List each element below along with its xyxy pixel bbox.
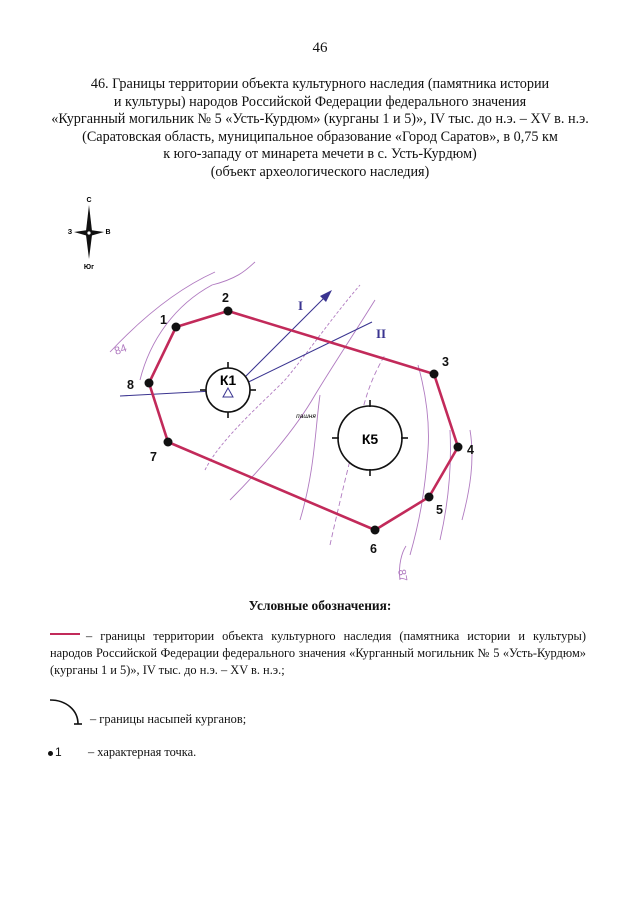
- point-label: 7: [150, 450, 157, 464]
- point-marker: [430, 370, 439, 379]
- compass-east-label: В: [105, 229, 111, 236]
- title-line: 46. Границы территории объекта культурного наследия (памятника истории: [90, 76, 550, 92]
- point-marker: [425, 493, 434, 502]
- point-label: 1: [160, 313, 167, 327]
- legend-point-text: – характерная точка.: [88, 745, 197, 759]
- title-line: и культуры) народов Российской Федерации федерального значения: [113, 93, 527, 110]
- page-number: 46: [312, 40, 328, 56]
- territory-boundary: [149, 311, 458, 530]
- title-line: к юго-западу от минарета мечети в с. Усть-Курдюм): [163, 146, 477, 163]
- point-label: 3: [442, 355, 449, 369]
- site-boundary-map: [100, 255, 540, 585]
- title-line: (Саратовская область, муниципальное образование «Город Саратов», в 0,75 км: [82, 128, 558, 145]
- kurgan-label-k5: К5: [361, 431, 379, 447]
- point-label: 5: [436, 503, 443, 517]
- point-label: 6: [370, 542, 377, 556]
- point-marker: [145, 379, 154, 388]
- contour-line: [230, 300, 375, 500]
- legend-kurgan-arc-icon: [48, 694, 88, 730]
- contour-line: [440, 430, 451, 540]
- point-label: 8: [127, 378, 134, 392]
- kurgan-k1: [200, 362, 256, 418]
- legend-kurgan-row: [48, 694, 348, 730]
- contour-lines: [110, 262, 472, 583]
- document-title: [20, 76, 620, 182]
- title-line: (объект археологического наследия): [210, 163, 430, 180]
- legend-boundary-text: – границы территории объекта культурного наследия (памятника истории и культуры) народов Российской Федерации федерального значения «Курганный могильник № 5 «Усть-Курдюм» (курганы 1 и 5)», IV тыс. до н.э. – XV в. н.э.;: [50, 629, 586, 677]
- legend-point-row: [48, 745, 197, 760]
- contour-line: [410, 365, 428, 555]
- legend-kurgan-text: – границы насыпей курганов;: [90, 712, 247, 726]
- kurgan-k5: [332, 400, 408, 476]
- legend-title: Условные обозначения:: [248, 598, 392, 613]
- compass-north-label: С: [86, 197, 92, 204]
- point-label: 4: [467, 443, 474, 457]
- contour-label-84: 84: [112, 342, 129, 358]
- point-marker: [172, 323, 181, 332]
- point-marker: [454, 443, 463, 452]
- title-line: «Курганный могильник № 5 «Усть-Курдюм» (курганы 1 и 5)», IV тыс. до н.э. – XV в. н.э.: [51, 111, 589, 128]
- section-line-ii: [232, 322, 372, 390]
- legend-point-label: 1: [55, 745, 62, 759]
- point-label: 2: [222, 291, 229, 305]
- area-label: пашня: [296, 413, 316, 420]
- contour-line: [110, 272, 215, 352]
- point-marker: [224, 307, 233, 316]
- contour-label-87: 87: [395, 568, 409, 583]
- point-marker: [164, 438, 173, 447]
- compass-south-label: Юг: [83, 264, 95, 271]
- kurgan-label-k1: К1: [219, 372, 237, 388]
- section-label-ii: II: [376, 326, 387, 341]
- legend-point-icon: [48, 751, 53, 756]
- compass-west-label: З: [67, 229, 73, 236]
- section-label-i: I: [298, 298, 304, 313]
- point-marker: [371, 526, 380, 535]
